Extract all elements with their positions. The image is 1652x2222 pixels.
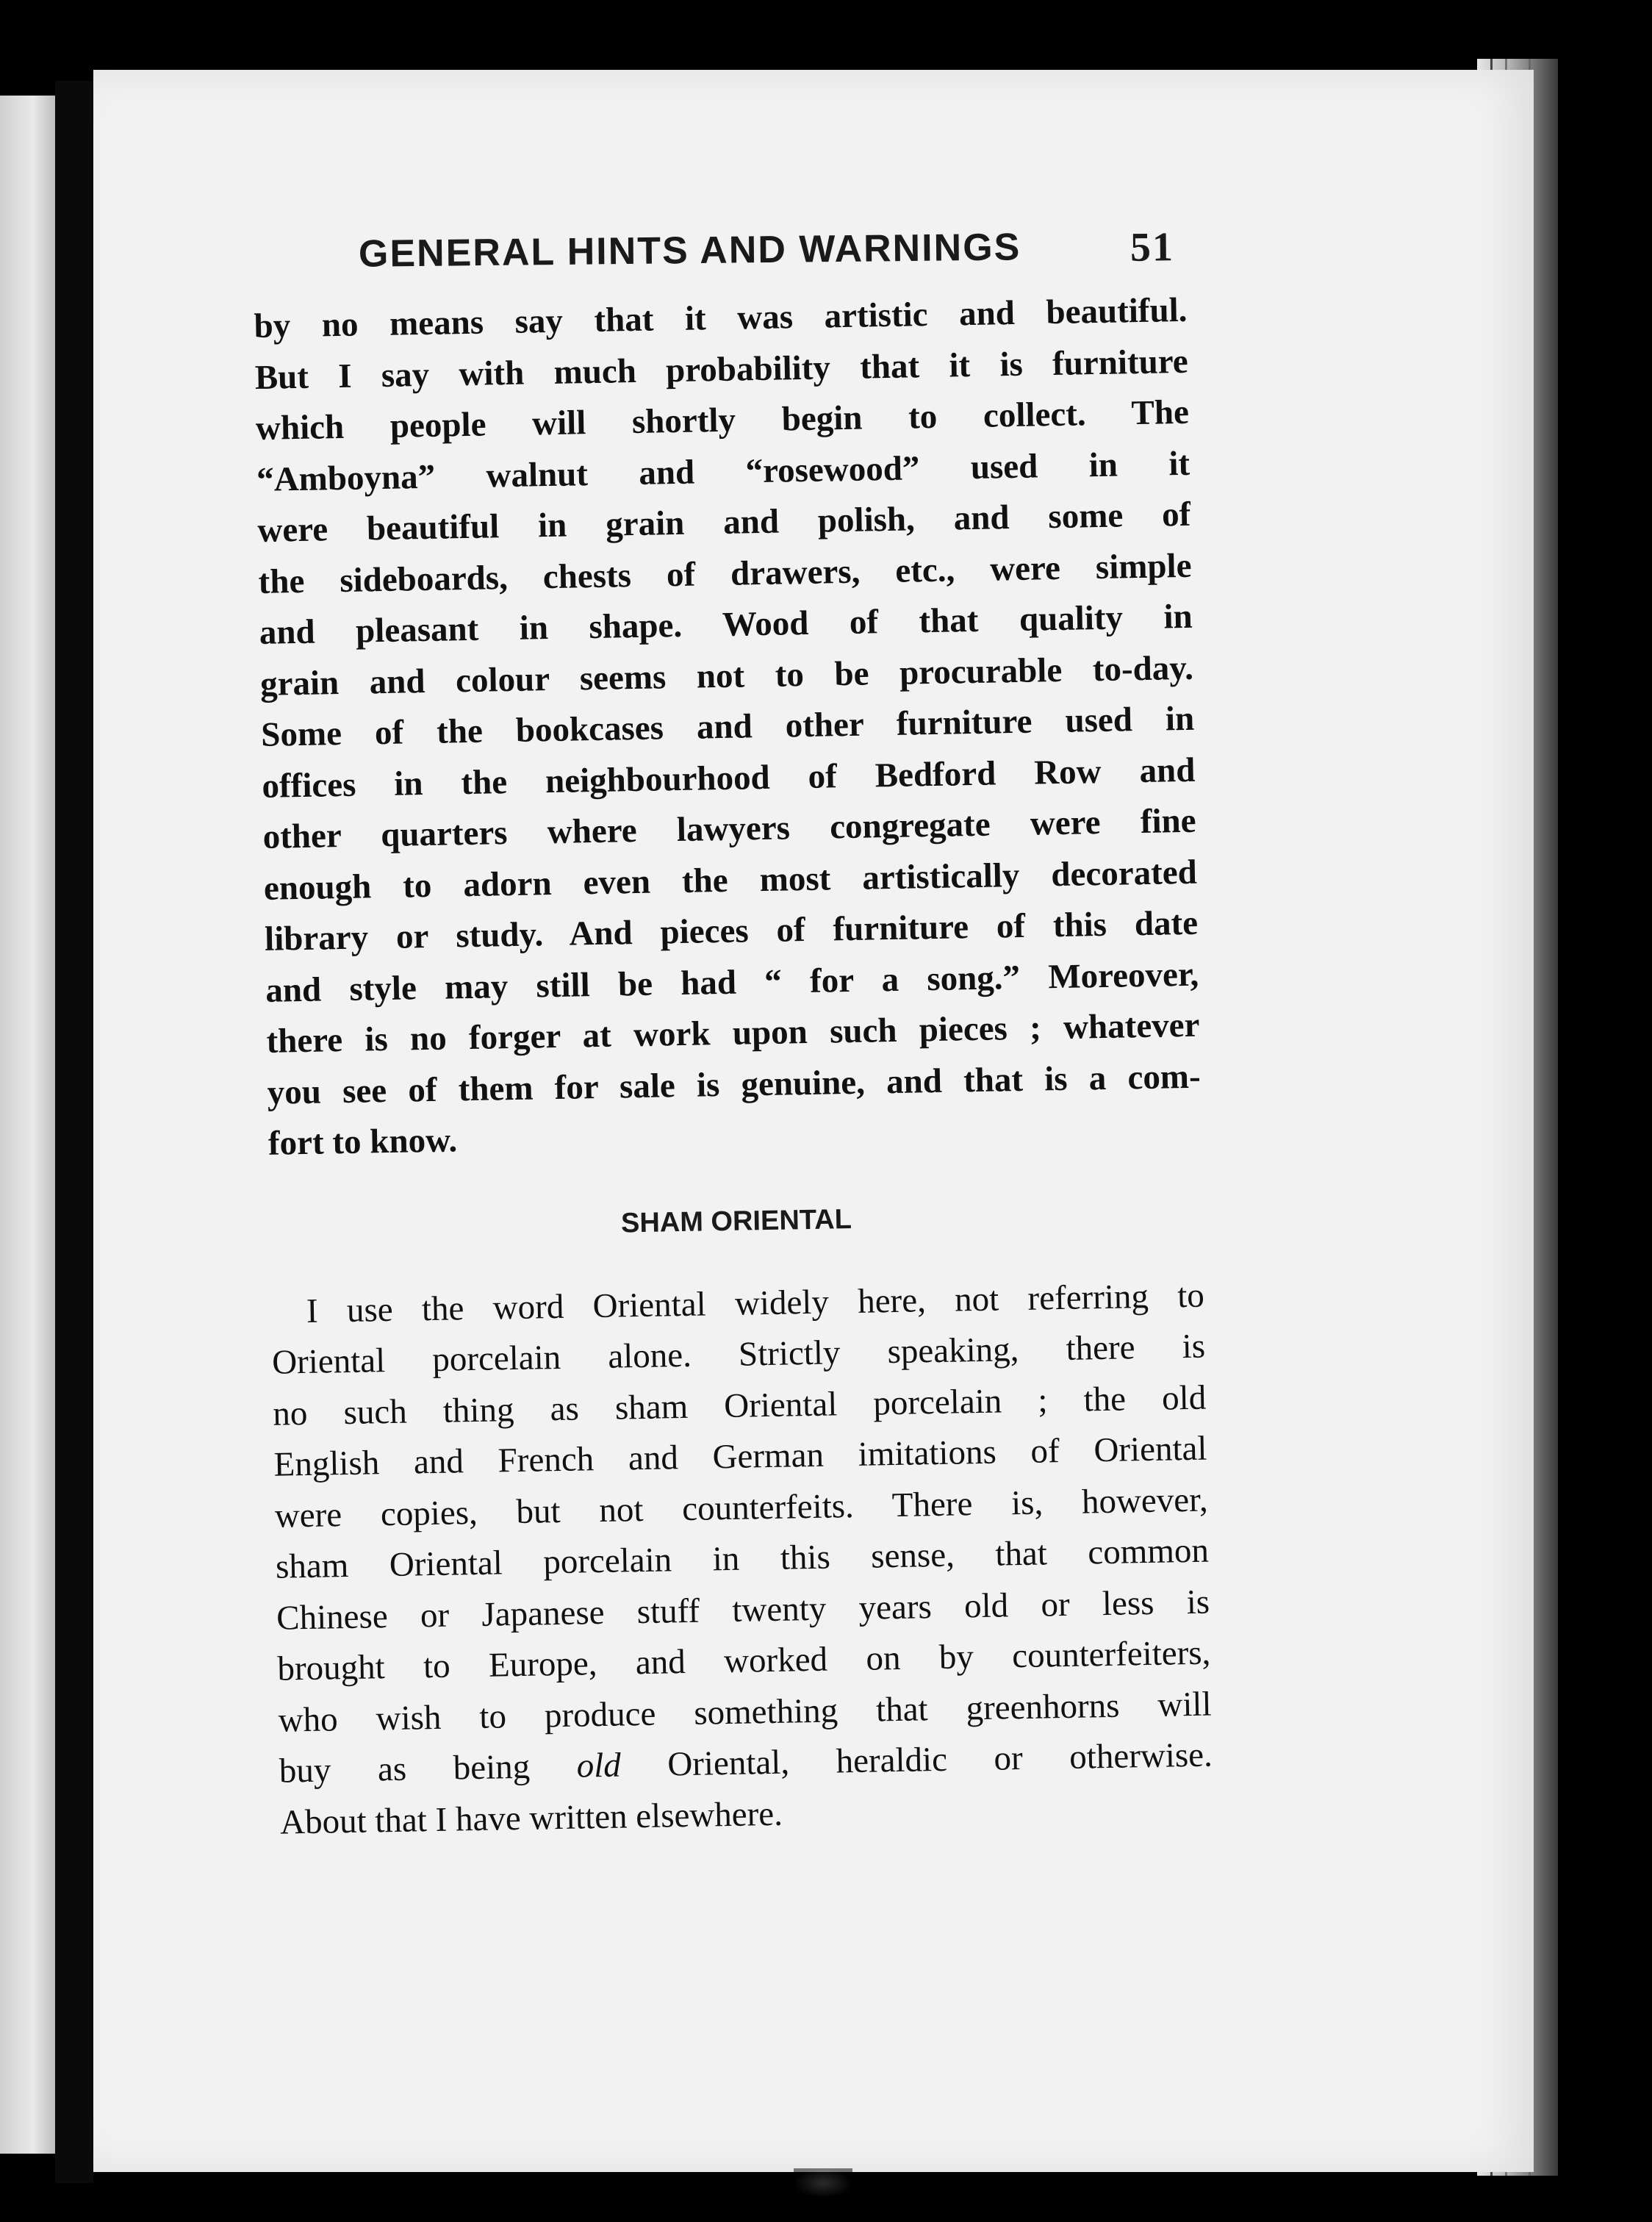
left-page-edge [0,96,55,2154]
text-line: there is no forger at work upon such pieces ; whatever [266,1006,1200,1061]
text-line: and pleasant in shape. Wood of that quality in [259,597,1193,652]
text-line: were copies, but not counterfeits. There is, however, [274,1480,1209,1535]
text-line: But I say with much probability that it is furniture [254,342,1189,397]
text-fragment: buy as being [279,1746,578,1791]
section-heading: SHAM ORIENTAL [620,1203,852,1239]
text-line: other quarters where lawyers congregate were fine [262,801,1196,856]
text-line: fort to know. [267,1121,458,1163]
paragraph-sham-oriental [270,1270,1213,1849]
text-line: brought to Europe, and worked on by counterfeiters, [277,1633,1211,1688]
text-line: Oriental porcelain alone. Strictly speaking, there is [271,1327,1206,1382]
text-line: Some of the bookcases and other furniture used in [260,699,1195,754]
text-line: Chinese or Japanese stuff twenty years old or less is [276,1583,1210,1638]
text-line: who wish to produce something that greenhorns will [278,1685,1212,1740]
text-line: offices in the neighbourhood of Bedford Row and [262,750,1196,806]
book-gutter [55,81,93,2183]
text-line: the sideboards, chests of drawers, etc., were simple [258,546,1192,601]
page-number: 51 [1130,224,1175,270]
text-line: and style may still be had “ for a song.” Moreover, [265,955,1199,1010]
text-line: library or study. And pieces of furniture of this date [264,903,1199,958]
text-line: by no means say that it was artistic and beautiful. [254,290,1188,345]
running-head [359,223,1175,284]
text-line: were beautiful in grain and polish, and some of [256,495,1191,550]
text-line: grain and colour seems not to be procurable to-day. [259,648,1194,703]
text-line: sham Oriental porcelain in this sense, that common [275,1531,1210,1586]
text-line: enough to adorn even the most artistically decorated [263,853,1198,908]
scan-smudge [794,2168,852,2198]
text-block [254,285,1214,1849]
text-line: which people will shortly begin to collect. The [255,393,1190,448]
paragraph-furniture [254,285,1202,1169]
text-line: no such thing as sham Oriental porcelain ; the old [272,1378,1207,1433]
text-line: English and French and German imitations of Oriental [273,1429,1207,1484]
text-line: I use the word Oriental widely here, not referring to [306,1276,1205,1330]
text-line: About that I have written elsewhere. [279,1794,783,1842]
text-fragment: Oriental, heraldic or otherwise. [620,1735,1213,1785]
text-line: you see of them for sale is genuine, and that is a com- [267,1057,1202,1112]
text-line: “Amboyna” walnut and “rosewood” used in it [256,444,1190,499]
italic-word: old [576,1746,622,1785]
running-head-title: GENERAL HINTS AND WARNINGS [358,226,1021,276]
